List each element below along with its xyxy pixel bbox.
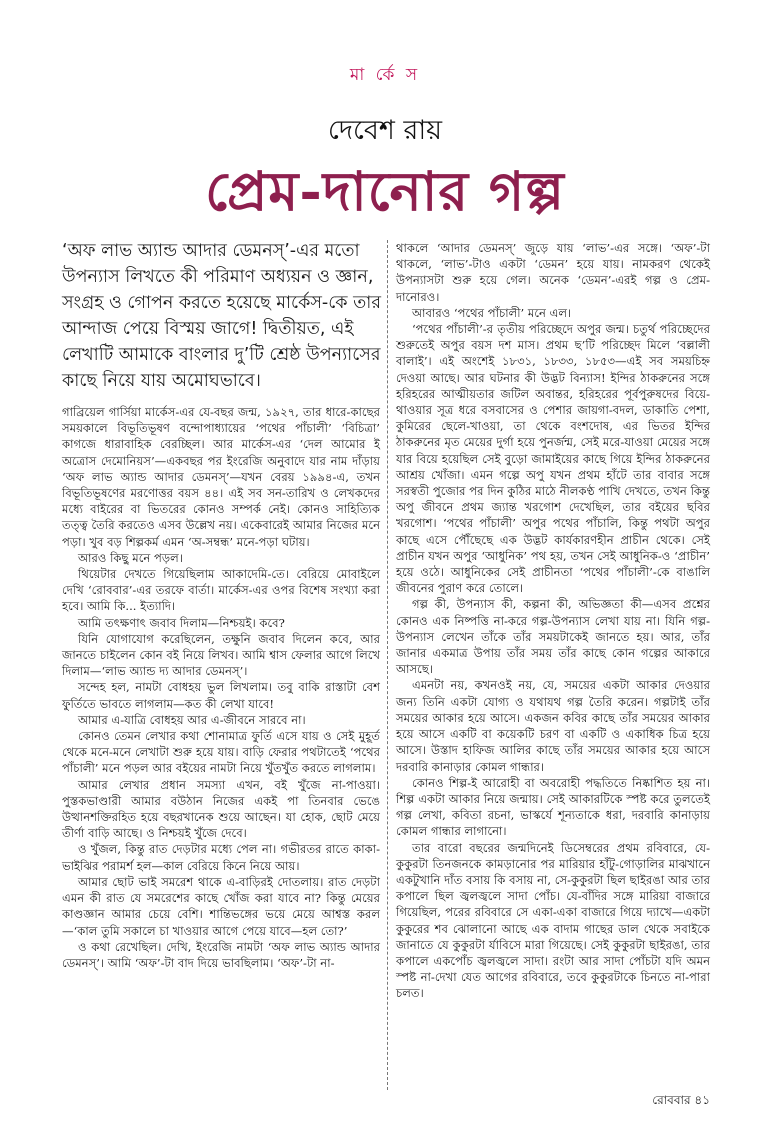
paragraph: আরও কিছু মনে পড়ল। bbox=[78, 550, 183, 565]
paragraph: সন্দেহ হল, নামটা বোধহয় ভুল লিখলাম। তবু বাকি রাস্তাটা বেশ ফুর্তিতে ভাবতে লাগলাম—কত কী লেখা যাবে! bbox=[62, 680, 380, 711]
paragraph: গল্প কী, উপন্যাস কী, কল্পনা কী, অভিজ্ঞতা কী—এসব প্রশ্নের কোনও এক নিষ্পত্তি না-করে গল্প-উপন্যাস লেখা যায় না। যিনি গল্প-উপন্যাস লেখেন তাঁকে তাঁর সময়টাকেই জানতে হয়। আর, তাঁর জানার একমাত্র উপায় তাঁর সময় তাঁর কাছে কোন গল্পের আকারে আসছে। bbox=[396, 597, 710, 677]
paragraph: কোনও শিল্প-ই আরোহী বা অবরোহী পদ্ধতিতে নিষ্কাশিত হয় না। শিল্প একটা আকার নিয়ে জন্মায়। সেই আকারটিকে স্পষ্ট করে তুলতেই গল্প লেখা, কবিতা রচনা, ভাস্কর্যে শূন্যতাকে ধরা, দরবারি কানাড়ায় কোমল গান্ধার লাগানো। bbox=[396, 775, 710, 839]
right-column bbox=[396, 240, 710, 1002]
column-divider bbox=[387, 240, 388, 1090]
paragraph: আবারও ‘পথের পাঁচালী’ মনে এল। bbox=[412, 305, 572, 320]
paragraph: ও কথা রেখেছিল। দেখি, ইংরেজি নামটা ‘অফ লাভ অ্যান্ড আদার ডেমনস্’। আমি ‘অফ’-টা বাদ দিয়ে ভাবছিলাম। ‘অফ’-টা না- bbox=[62, 939, 380, 970]
paragraph: গাব্রিয়েল গার্সিয়া মার্কেস-এর যে-বছর জন্ম, ১৯২৭, তার ধারে-কাছের সময়কালে বিভূতিভূষণ বন্দোপাধ্যায়ের ‘পথের পাঁচালী’ ‘বিচিত্রা’ কাগজে ধারাবাহিক বেরচ্ছিল। আর মার্কেস-এর ‘দেল আমোর ই অত্রোস দেমোনিয়স’—একবছর পর ইংরেজি অনুবাদে যার নাম দাঁড়ায় ‘অফ লাভ অ্যান্ড আদার ডেমনস্’—যখন বেরয় ১৯৯৪-এ, তখন বিভূতিভূষণের মরণোত্তর বয়স ৪৪। এই সব সন-তারিখ ও লেখকদের মধ্যে বাইরের বা ভিতরের কোনও সম্পর্ক নেই। কোনও সাহিত্যিক তত্ত্ব তৈরি করতেও এসব উল্লেখ নয়। একেবারেই আমার নিজের মনে পড়া। খুব বড় শিল্পকর্ম এমন ‘অ-সম্বন্ধ’ মনে-পড়া ঘটায়। bbox=[62, 405, 380, 549]
paragraph: আমার লেখার প্রধান সমস্যা এখন, বই খুঁজে না-পাওয়া। পুস্তকভাণ্ডারী আমার বউঠান নিজের একই পা তিনবার ভেঙে উত্থানশক্তিরহিত হয়ে বছরখানেক শুয়ে আছেন। যা হোক, ছোট মেয়ে তীর্ণা বাড়ি আছে। ও নিশ্চয়ই খুঁজে দেবে। bbox=[62, 777, 380, 841]
intro-blurb: ‘অফ লাভ অ্যান্ড আদার ডেমনস্’-এর মতো উপন্যাস লিখতে কী পরিমাণ অধ্যয়ন ও জ্ঞান, সংগ্রহ ও গোপন করতে হয়েছে মার্কেস-কে তার আন্দাজ পেয়ে বিস্ময় জাগে! দ্বিতীয়ত, এই লেখাটি আমাকে বাংলার দু’টি শ্রেষ্ঠ উপন্যাসের কাছে নিয়ে যায় অমোঘভাবে। bbox=[62, 241, 381, 391]
article-headline: প্রেম-দানোর গল্প bbox=[205, 159, 565, 223]
paragraph: আমি তৎক্ষণাৎ জবাব দিলাম—নিশ্চয়ই। কবে? bbox=[78, 615, 285, 630]
page-footer: রোববার ৪১ bbox=[652, 1093, 710, 1107]
paragraph: থিয়েটার দেখতে গিয়েছিলাম আকাদেমি-তে। বেরিয়ে মোবাইলে দেখি ‘রোববার’-এর তরফে বার্তা। মার্কেস-এর ওপর বিশেষ সংখ্যা করা হবে। আমি কি... ইত্যাদি। bbox=[62, 567, 380, 614]
paragraph: যিনি যোগাযোগ করেছিলেন, তক্ষুনি জবাব দিলেন কবে, আর জানতে চাইলেন কোন বই নিয়ে লিখব। আমি শ্বাস ফেলার আগে লিখে দিলাম—‘লাভ অ্যান্ড দ্য আদার ডেমনস্’। bbox=[62, 631, 380, 679]
paragraph: এমনটা নয়, কখনওই নয়, যে, সময়ের একটা আকার দেওয়ার জন্য তিনি একটা যোগ্য ও যথাযথ গল্প তৈরি করেন। গল্পটাই তাঁর সময়ের আকার হয়ে আসে। একজন কবির কাছে তাঁর সময়ের আকার হয়ে আসে একটি বা কয়েকটি চরণ বা একটি ও একাধিক চিত্র হয়ে আসে। উস্তাদ হাফিজ আলির কাছে তাঁর সময়ের আকার হয়ে আসে দরবারি কানাড়ার কোমল গান্ধার। bbox=[396, 678, 710, 774]
paragraph: তার বারো বছরের জন্মদিনেই ডিসেম্বরের প্রথম রবিবারে, যে-কুকুরটা তিনজনকে কামড়ানোর পর মারিয়ার হাঁটু-গোড়ালির মাঝখানে একটুখানি দাঁত বসায় কি বসায় না, সে-কুকুরটা ছিল ছাইরঙা আর তার কপালে ছিল জ্বলজ্বলে সাদা পোঁচ। যে-বাঁদির সঙ্গে মারিয়া বাজারে গিয়েছিল, পরের রবিবারে সে একা-একা বাজারে গিয়ে দ্যাখে—একটা কুকুরের শব ঝোলানো আছে এক বাদাম গাছের ডাল থেকে সবাইকে জানাতে যে কুকুরটা র্যাবিসে মারা গিয়েছে। সেই কুকুরটা ছাইরঙা, তার কপালে একপোঁচ জ্বলজ্বলে সাদা। রংটা আর সাদা পোঁচটা যদি অমন স্পষ্ট না-দেখা যেত আগের রবিবারে, তবে কুকুরটাকে চিনতে না-পারা চলত। bbox=[396, 840, 711, 1001]
left-column bbox=[62, 404, 380, 971]
section-tag: মা র্কে স bbox=[349, 65, 421, 85]
paragraph: ও খুঁজল, কিন্তু রাত দেড়টার মধ্যে পেল না। গভীরতর রাতে কাকা-ভাইঝির পরামর্শ হল—কাল বেরিয়ে কিনে নিয়ে আয়। bbox=[62, 842, 380, 873]
paragraph: থাকলে ‘আদার ডেমনস্’ জুড়ে যায় ‘লাভ’-এর সঙ্গে। ‘অফ’-টা থাকলে, ‘লাভ’-টাও একটা ‘ডেমন’ হয়ে যায়। নামকরণ থেকেই উপন্যাসটা শুরু হয়ে গেল। অনেক ‘ডেমন’-এরই গল্প ও প্রেম-দানোরও। bbox=[396, 241, 710, 304]
paragraph: আমার এ-যাত্রি বোধহয় আর এ-জীবনে সারবে না। bbox=[78, 712, 306, 727]
paragraph: কোনও তেমন লেখার কথা শোনামাত্র ফুর্তি এসে যায় ও সেই মুহূর্ত থেকে মনে-মনে লেখাটা শুরু হয়ে যায়। বাড়ি ফেরার পথটাতেই ‘পথের পাঁচালী’ মনে পড়ল আর বইয়ের নামটা নিয়ে খুঁতখুঁত করতে লাগলাম। bbox=[62, 729, 380, 776]
paragraph: ‘পথের পাঁচালী’-র তৃতীয় পরিচ্ছেদে অপুর জন্ম। চতুর্থ পরিচ্ছেদের শুরুতেই অপুর বয়স দশ মাস। প্রথম ছ’টি পরিচ্ছেদ মিলে ‘বল্লালী বালাই’। এই অংশেই ১৮৩১, ১৮৩৩, ১৮৫৩—এই সব সময়চিহ্ন দেওয়া আছে। আর ঘটনার কী উদ্ভট বিন্যাস! ইন্দির ঠাকরুনের সঙ্গে হরিহরের আত্মীয়তার জটিল অবান্তর, হরিহরের পূর্বপুরুষদের বিয়ে-থাওয়ার সূত্র ধরে বসবাসের ও পেশার জায়গা-বদল, ডাকাতি পেশা, কুমিরের ছেলে-খাওয়া, তা থেকে বংশদোষ, এর ভিতর ইন্দির ঠাকরুনের মৃত মেয়ের দুর্গা হয়ে পুনর্জন্ম, সেই মরে-যাওয়া মেয়ের সঙ্গে যার বিয়ে হয়েছিল সেই বুড়ো জামাইয়ের কাছে গিয়ে ইন্দির ঠাকরুনের আশ্রয় খোঁজা। এমন গল্পে অপু যখন প্রথম হাঁটে তার বাবার সঙ্গে সরস্বতী পুজোর পর দিন কুঠির মাঠে নীলকণ্ঠ পাখি দেখতে, তখন কিন্তু অপু জীবনে প্রথম জ্যান্ত খরগোশ দেখেছিল, তার বইয়ের ছবির খরগোশ। ‘পথের পাঁচালী’ অপুর পথের পাঁচালি, কিন্তু পথটা অপুর কাছে এসে পৌঁছেছে এক উদ্ভট কার্যকারণহীন প্রাচীন থেকে। সেই প্রাচীন যখন অপুর ‘আধুনিক’ পথ হয়, তখন সেই আধুনিক-ও ‘প্রাচীন’ হয়ে ওঠে। আধুনিকের সেই প্রাচীনতা ‘পথের পাঁচালী’-কে বাঙালি জীবনের পুরাণ করে তোলে। bbox=[396, 322, 710, 596]
paragraph: আমার ছোট ভাই সমরেশ থাকে এ-বাড়িরই দোতলায়। রাত দেড়টা এমন কী রাত যে সমরেশের কাছে খোঁজ করা যাবে না? কিন্তু মেয়ের কাণ্ডজ্ঞান আমার চেয়ে বেশি। শান্তিভঙ্গের ভয়ে মেয়ে আশ্বস্ত করল—‘কাল তুমি সকালে চা খাওয়ার আগে পেয়ে যাবে—হল তো?’ bbox=[62, 874, 380, 938]
author-name: দেবেশ রায় bbox=[327, 115, 443, 146]
